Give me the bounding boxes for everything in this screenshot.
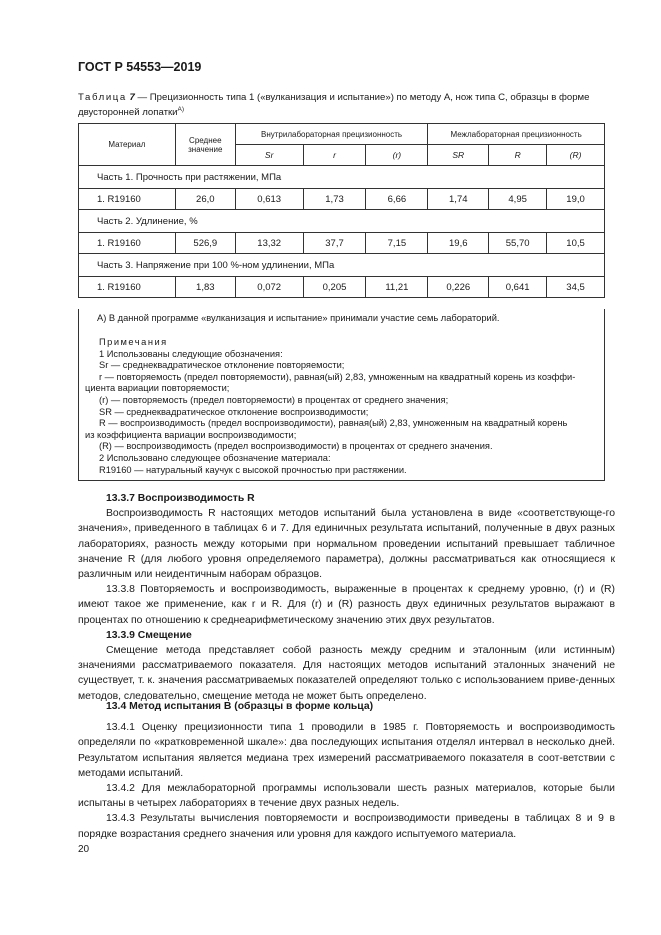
page-number: 20	[78, 844, 90, 855]
table-cell: 0,641	[489, 277, 547, 298]
part-title: Часть 1. Прочность при растяжении, МПа	[79, 166, 605, 189]
sub-header: (r)	[366, 145, 428, 166]
table-cell: 4,95	[489, 189, 547, 210]
table-cell: 6,66	[366, 189, 428, 210]
table-cell: 0,205	[303, 277, 366, 298]
table-cell: 37,7	[303, 233, 366, 254]
sub-header: Sr	[235, 145, 303, 166]
header-between: Межлабораторная прецизионность	[428, 124, 605, 145]
note-line: (r) — повторяемость (предел повторяемости) в процентах от среднего значения;	[99, 394, 449, 405]
table-caption	[78, 92, 598, 119]
note-line: SR — среднеквадратическое отклонение воспроизводимости;	[99, 406, 369, 417]
caption-sup: A)	[177, 106, 185, 113]
paragraph: 13.4.2 Для межлабораторной программы использовали шесть разных материалов, которые были испытаны в четырех лабораториях в течение двух разных недель.	[78, 783, 615, 810]
note-line: R — воспроизводимость (предел воспроизводимости), равная(ый) 2,83, умноженным на квадратный корень	[99, 418, 568, 429]
header-material: Материал	[79, 124, 176, 166]
caption-word: Таблица	[78, 92, 127, 103]
part-title: Часть 2. Удлинение, %	[79, 210, 605, 233]
table-cell: 1,74	[428, 189, 489, 210]
note-line: из коэффициента вариации воспроизводимости;	[85, 429, 297, 440]
table-cell: 55,70	[489, 233, 547, 254]
paragraph: Смещение метода представляет собой разность между средним и эталонным (или истинным) значениями рассматриваемого показателя. Для настоящих методов испытаний эталонных значений не существует, т. к. значения рассматриваемых показателей определяют только с использованием приве-денных методов, следовательно, смещение метода не может быть определено.	[78, 645, 615, 702]
table-cell: 526,9	[175, 233, 235, 254]
section-13-4	[78, 699, 615, 842]
footnote: A) В данной программе «вулканизация и испытание» принимали участие семь лабораторий.	[97, 313, 500, 323]
heading-13-3-9: 13.3.9 Смещение	[106, 629, 192, 641]
sub-header: SR	[428, 145, 489, 166]
note-line: 1 Использованы следующие обозначения:	[99, 348, 283, 359]
part-title: Часть 3. Напряжение при 100 %-ном удлинении, МПа	[79, 254, 605, 277]
note-line: (R) — воспроизводимость (предел воспроизводимости) в процентах от среднего значения.	[99, 441, 493, 452]
sub-header: (R)	[547, 145, 605, 166]
table-cell: 1. R19160	[79, 233, 176, 254]
header-mean: Среднее значение	[175, 124, 235, 166]
table-notes	[78, 309, 605, 481]
table-cell: 26,0	[175, 189, 235, 210]
heading-13-4: 13.4 Метод испытания В (образцы в форме кольца)	[106, 701, 374, 712]
table-cell: 0,072	[235, 277, 303, 298]
sub-header: R	[489, 145, 547, 166]
paragraph: Воспроизводимость R настоящих методов испытаний была установлена в виде «соответствующе-го значения», приведенного в таблицах 6 и 7. Для единичных результата испытаний, полученные в двух разных лабораториях, разность между которыми при нормальном проведении испытаний превышает табличное значение R (для любого уровня определяемого параметра), должны рассматриваться как относящиеся к различным или неидентичным наборам образцов.	[78, 508, 615, 581]
table-cell: 34,5	[547, 277, 605, 298]
table-cell: 1. R19160	[79, 189, 176, 210]
note-line: Sr — среднеквадратическое отклонение повторяемости;	[99, 360, 345, 371]
caption-text: — Прецизионность типа 1 («вулканизация и испытание») по методу А, нож типа С, образцы в форме двусторонней лопатки	[78, 92, 590, 119]
table-cell: 19,0	[547, 189, 605, 210]
table-cell: 13,32	[235, 233, 303, 254]
table-cell: 0,226	[428, 277, 489, 298]
table-cell: 1,83	[175, 277, 235, 298]
notes-title: Примечания	[99, 337, 168, 347]
table-cell: 19,6	[428, 233, 489, 254]
section-13-3-7	[78, 491, 615, 704]
note-line: 2 Использовано следующее обозначение материала:	[99, 452, 331, 463]
header-within: Внутрилабораторная прецизионность	[235, 124, 428, 145]
note-line: R19160 — натуральный каучук с высокой прочностью при растяжении.	[99, 464, 407, 475]
standard-header: ГОСТ Р 54553—2019	[78, 60, 202, 74]
note-line: циента вариации повторяемости;	[85, 383, 230, 394]
note-line: r — повторяемость (предел повторяемости), равная(ый) 2,83, умноженным на квадратный корень из коэффи-	[99, 371, 576, 382]
table-cell: 1. R19160	[79, 277, 176, 298]
table-cell: 10,5	[547, 233, 605, 254]
heading-13-3-7: 13.3.7 Воспроизводимость R	[106, 493, 255, 504]
table-cell: 7,15	[366, 233, 428, 254]
notes-block	[85, 337, 600, 476]
paragraph: 13.4.3 Результаты вычисления повторяемости и воспроизводимости приведены в таблицах 8 и 9 в порядке возрастания среднего значения или уровня для каждого испытуемого материала.	[78, 813, 615, 840]
paragraph: 13.3.8 Повторяемость и воспроизводимость, выраженные в процентах к среднему уровню, (r) и (R) имеют такое же применение, как r и R. Для (r) и (R) разность двух единичных результатов выражают в процентах по отношению к среднеарифметическому значению этих двух результатов.	[78, 584, 615, 626]
precision-table	[78, 123, 605, 298]
paragraph: 13.4.1 Оценку прецизионности типа 1 проводили в 1985 г. Повторяемость и воспроизводимость определяли по «кратковременной шкале»: два последующих испытания отделял интервал в несколько дней. Результатом испытания является медиана трех измерений рассматриваемого показателя в соот-ветствии с методами испытаний.	[78, 722, 615, 779]
table-cell: 11,21	[366, 277, 428, 298]
caption-number: 7	[129, 92, 135, 103]
table-cell: 0,613	[235, 189, 303, 210]
sub-header: r	[303, 145, 366, 166]
table-cell: 1,73	[303, 189, 366, 210]
